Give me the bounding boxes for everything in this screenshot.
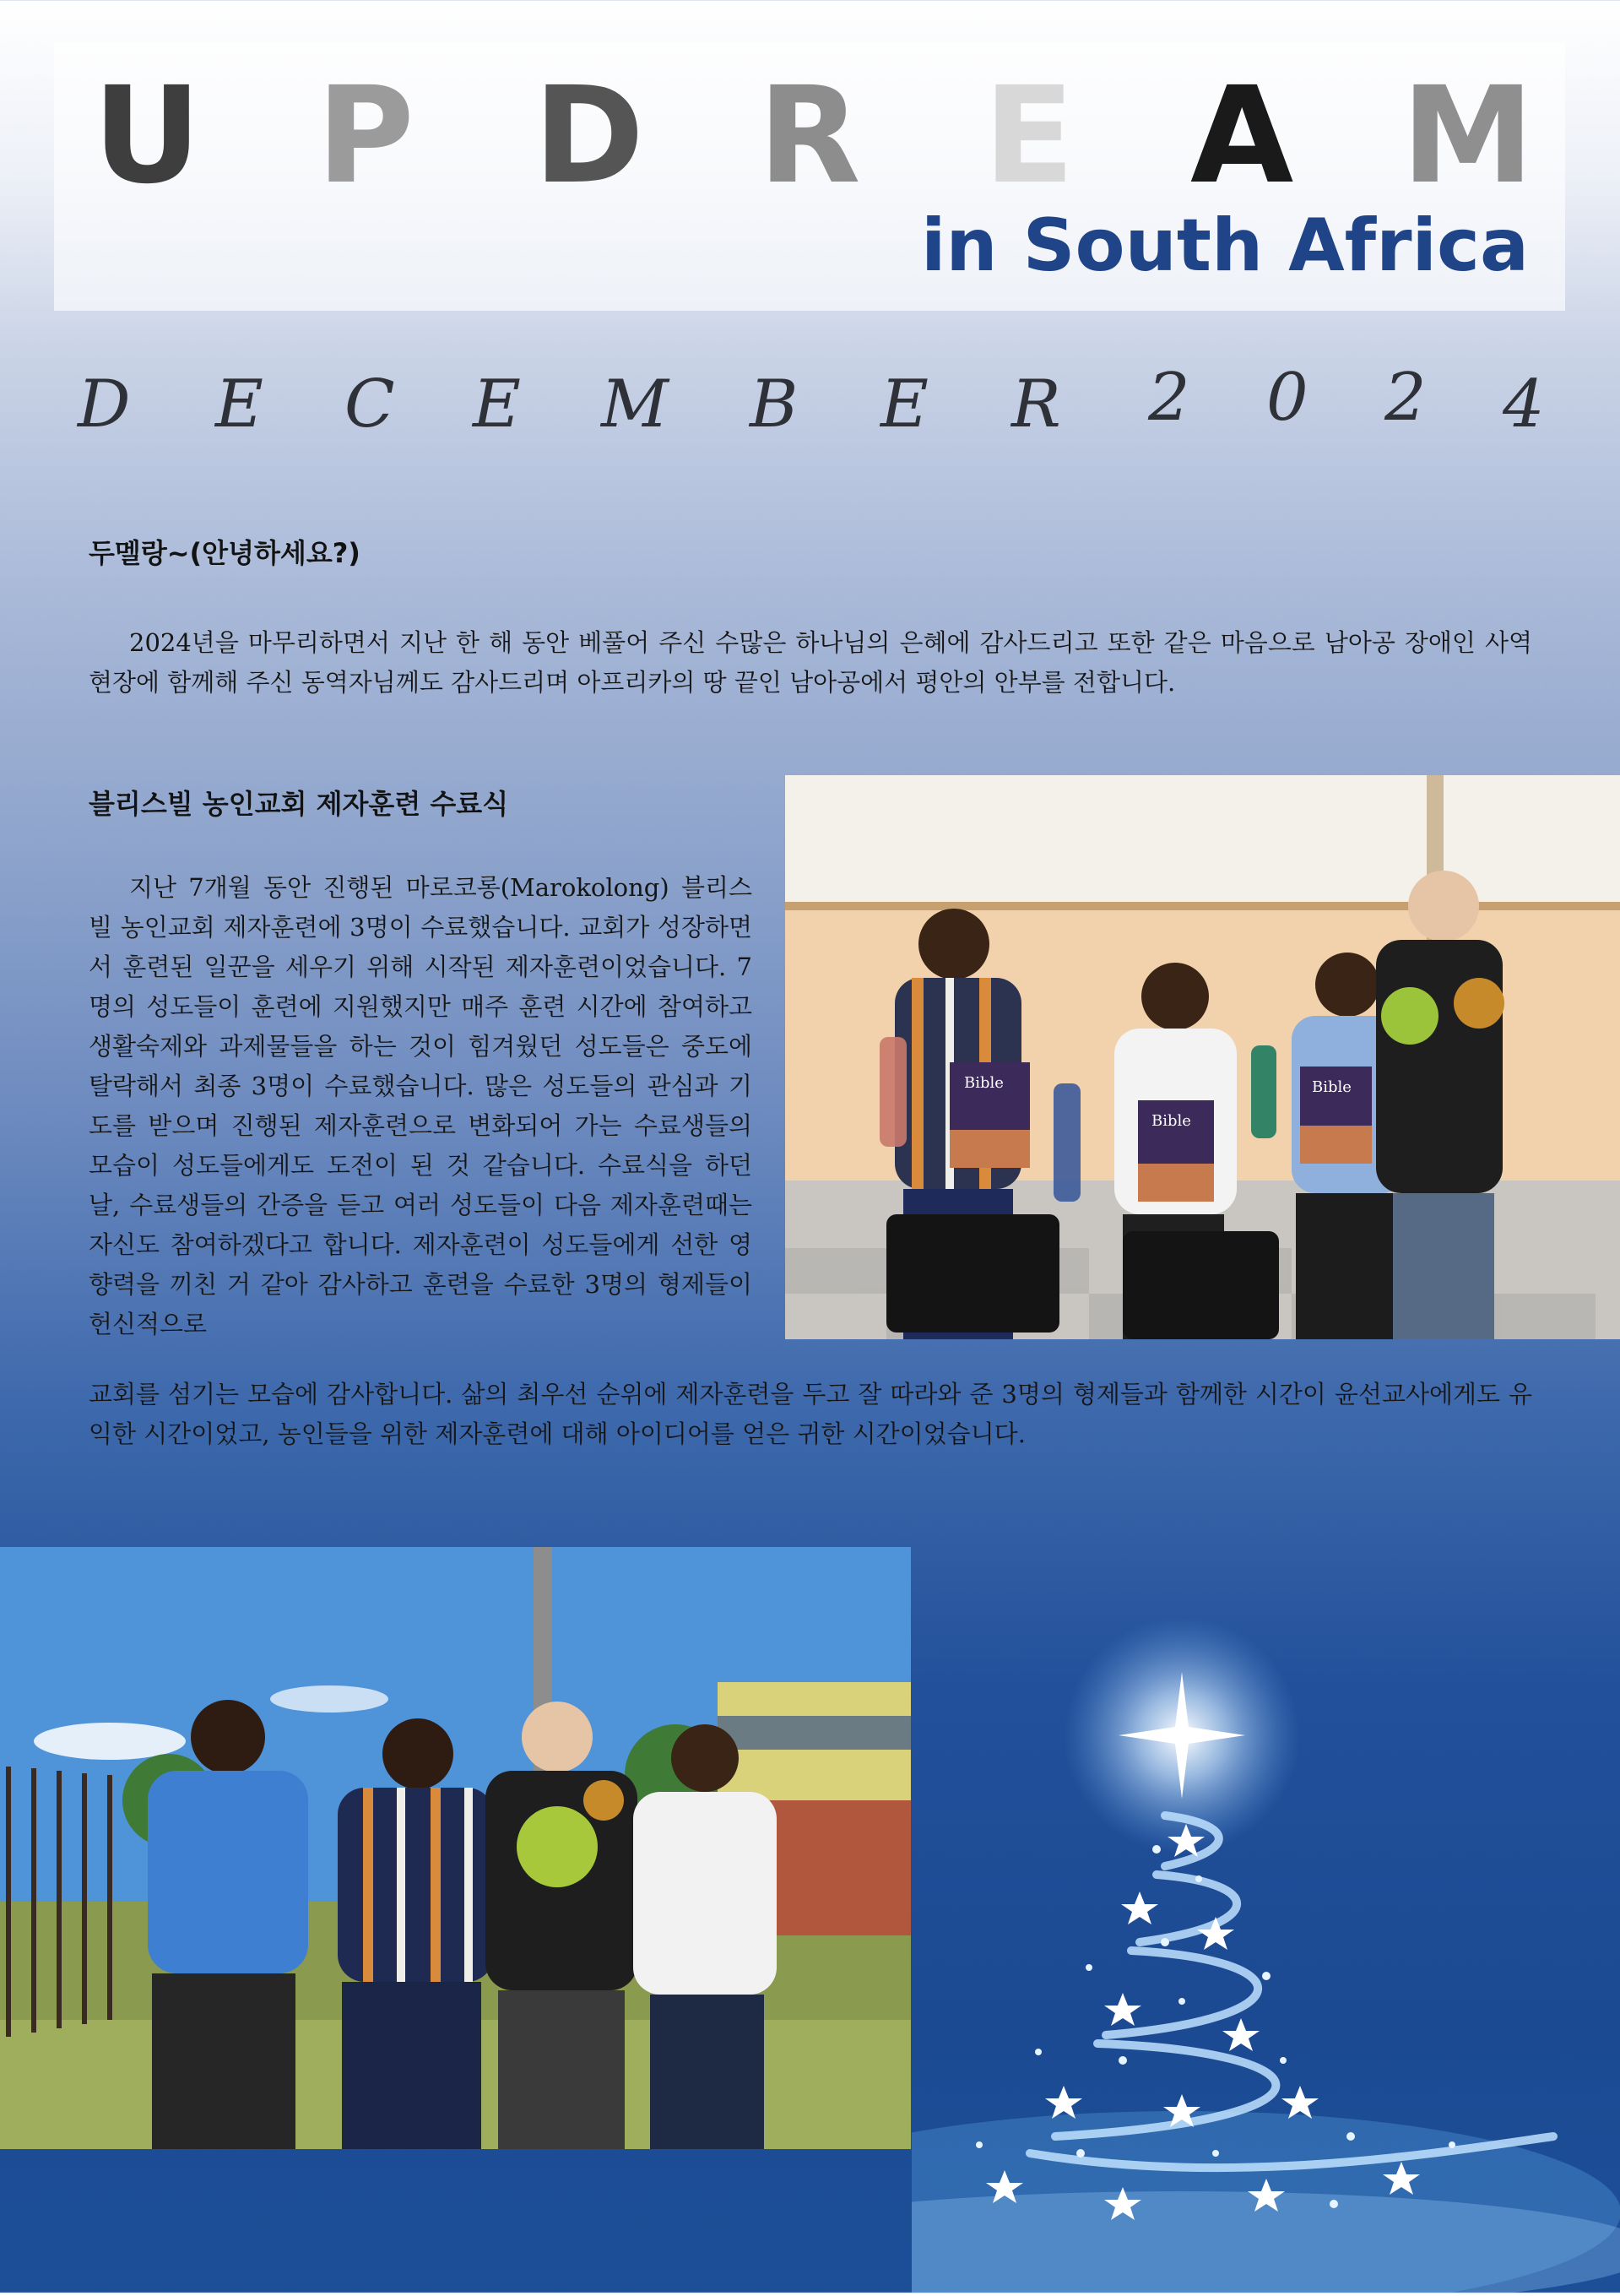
title-letter-e: E [983,58,1075,214]
book-title-1: Bible [964,1074,1004,1092]
outdoor-group-photo [0,1547,911,2149]
section-paragraph-full: 교회를 섬기는 모습에 감사합니다. 삶의 최우선 순위에 제자훈련을 두고 잘 따라와 준 3명의 형제들과 함께한 시간이 윤선교사에게도 유익한 시간이었고, 농인들을 위한 제자훈련에 대해 아이디어를 얻은 귀한 시간이었습니다. [89,1380,1532,1448]
date-letter: 2 [1148,360,1190,436]
section-paragraph-column: 지난 7개월 동안 진행된 마로코롱(Marokolong) 블리스빌 농인교회 제자훈련에 3명이 수료했습니다. 교회가 성장하면서 훈련된 일꾼을 세우기 위해 시작된 제자훈련이었습니다. 7명의 성도들이 훈련에 지원했지만 매주 훈련 시간에 참여하고 생활숙제와 과제물들을 하는 것이 힘겨웠던 성도들은 중도에 탈락해서 최종 3명이 수료했습니다. 많은 성도들의 관심과 기도를 받으며 진행된 제자훈련으로 변화되어 가는 수료생들의 모습이 성도들에게도 도전이 된 것 같습니다. 수료식을 하던 날, 수료생들의 간증을 듣고 여러 성도들이 다음 제자훈련때는 자신도 참여하겠다고 합니다. 제자훈련이 성도들에게 선한 영향력을 끼친 거 같아 감사하고 훈련을 수료한 3명의 형제들이 헌신적으로 [89,873,752,1338]
title-letter-d: D [534,58,645,214]
date-letter: E [473,366,521,442]
date-letter: 2 [1384,360,1427,436]
date-letter: E [215,366,263,442]
greeting-heading: 두멜랑~(안녕하세요?) [89,537,360,569]
date-letter: E [880,366,929,442]
greeting-paragraph: 2024년을 마무리하면서 지난 한 해 동안 베풀어 주신 수많은 하나님의 은혜에 감사드리고 또한 같은 마음으로 남아공 장애인 사역 현장에 함께해 주신 동역자님께도 감사드리며 아프리카의 땅 끝인 남아공에서 평안의 안부를 전합니다. [89,628,1532,697]
section-heading: 블리스빌 농인교회 제자훈련 수료식 [89,788,509,820]
title-letter-a: A [1190,58,1294,214]
subtitle: in South Africa [920,204,1529,288]
graduation-photo [785,775,1620,1339]
title-letter-u: U [93,58,202,214]
christmas-tree-illustration [912,1545,1620,2293]
title-letter-r: R [758,58,861,214]
title-letter-m: M [1401,58,1535,214]
date-letter: D [78,366,131,442]
date-letter: C [344,366,395,442]
title-letter-p: P [317,58,414,214]
date-letter: M [601,366,669,442]
date-letter: B [750,366,799,442]
date-letter: 4 [1503,366,1545,442]
book-title-2: Bible [1151,1112,1191,1130]
book-title-3: Bible [1312,1078,1352,1096]
date-letter: 0 [1266,360,1308,436]
date-letter: R [1011,366,1061,442]
